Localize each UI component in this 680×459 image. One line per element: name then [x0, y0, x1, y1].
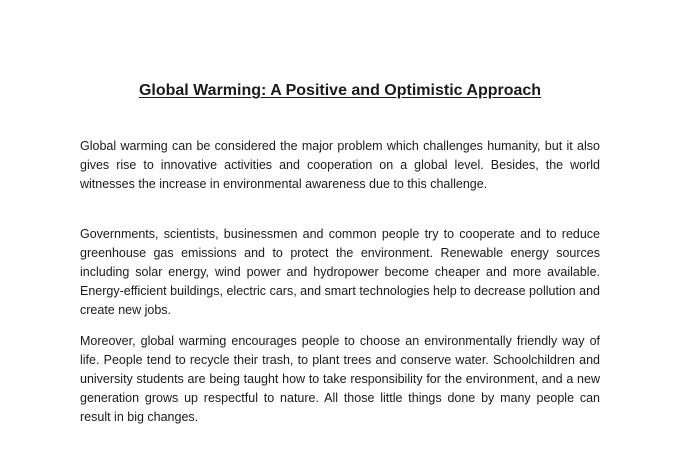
paragraph-2: Governments, scientists, businessmen and common people try to cooperate and to reduce greenhouse gas emissions and to protect the environment. Renewable energy sources including solar energy, wind power and hydropower become cheaper and more available. Energy-efficient buildings, electric cars, and smart technologies help to decrease pollution and create new jobs. [80, 227, 600, 317]
paragraph-1: Global warming can be considered the major problem which challenges humanity, but it also gives rise to innovative activities and cooperation on a global level. Besides, the world witnesses the increase in environmental awareness due to this challenge. [80, 139, 600, 191]
document-title: Global Warming: A Positive and Optimistic Approach [138, 82, 542, 99]
paragraph-3: Moreover, global warming encourages people to choose an environmentally friendly way of life. People tend to recycle their trash, to plant trees and conserve water. Schoolchildren and university students are being taught how to take responsibility for the environment, and a new generation grows up respectful to nature. All those little things done by many people can result in big changes. [80, 334, 600, 424]
